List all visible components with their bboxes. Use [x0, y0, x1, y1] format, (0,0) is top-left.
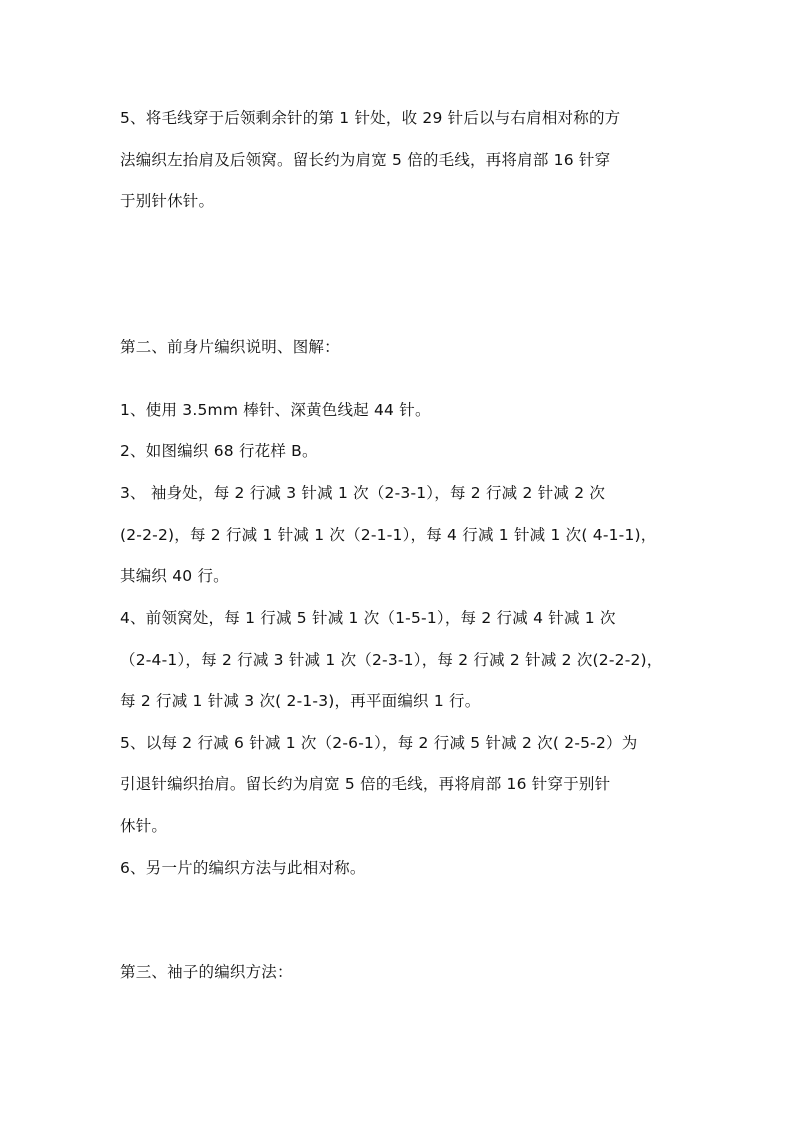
paragraph-line: (2-2-2)，每 2 行减 1 针减 1 次（2-1-1），每 4 行减 1 针减 1 次( 4-1-1)， — [120, 526, 657, 544]
section-heading-front: 第二、前身片编织说明、图解： — [120, 338, 340, 356]
paragraph-line: 3、 袖身处，每 2 行减 3 针减 1 次（2-3-1），每 2 行减 2 针减 2 次 — [120, 484, 606, 502]
paragraph-line: （2-4-1），每 2 行减 3 针减 1 次（2-3-1），每 2 行减 2 针减 2 次(2-2-2)， — [120, 651, 663, 669]
paragraph-line: 4、前领窝处，每 1 行减 5 针减 1 次（1-5-1），每 2 行减 4 针减 1 次 — [120, 609, 616, 627]
paragraph-line: 2、如图编织 68 行花样 B。 — [120, 442, 318, 460]
section-heading-sleeve: 第三、袖子的编织方法： — [120, 963, 293, 981]
paragraph-line: 于别针休针。 — [120, 192, 215, 210]
paragraph-line: 5、以每 2 行减 6 针减 1 次（2-6-1），每 2 行减 5 针减 2 次( 2-5-2）为 — [120, 734, 638, 752]
paragraph-line: 每 2 行减 1 针减 3 次( 2-1-3)，再平面编织 1 行。 — [120, 692, 481, 710]
paragraph-line: 引退针编织抬肩。留长约为肩宽 5 倍的毛线，再将肩部 16 针穿于别针 — [120, 775, 611, 793]
paragraph-line: 休针。 — [120, 817, 168, 835]
paragraph-line: 法编织左抬肩及后领窝。留长约为肩宽 5 倍的毛线，再将肩部 16 针穿 — [120, 151, 611, 169]
paragraph-line: 5、将毛线穿于后领剩余针的第 1 针处，收 29 针后以与右肩相对称的方 — [120, 109, 621, 127]
paragraph-line: 1、使用 3.5mm 棒针、深黄色线起 44 针。 — [120, 401, 431, 419]
paragraph-line: 其编织 40 行。 — [120, 567, 229, 585]
paragraph-line: 6、另一片的编织方法与此相对称。 — [120, 859, 366, 877]
